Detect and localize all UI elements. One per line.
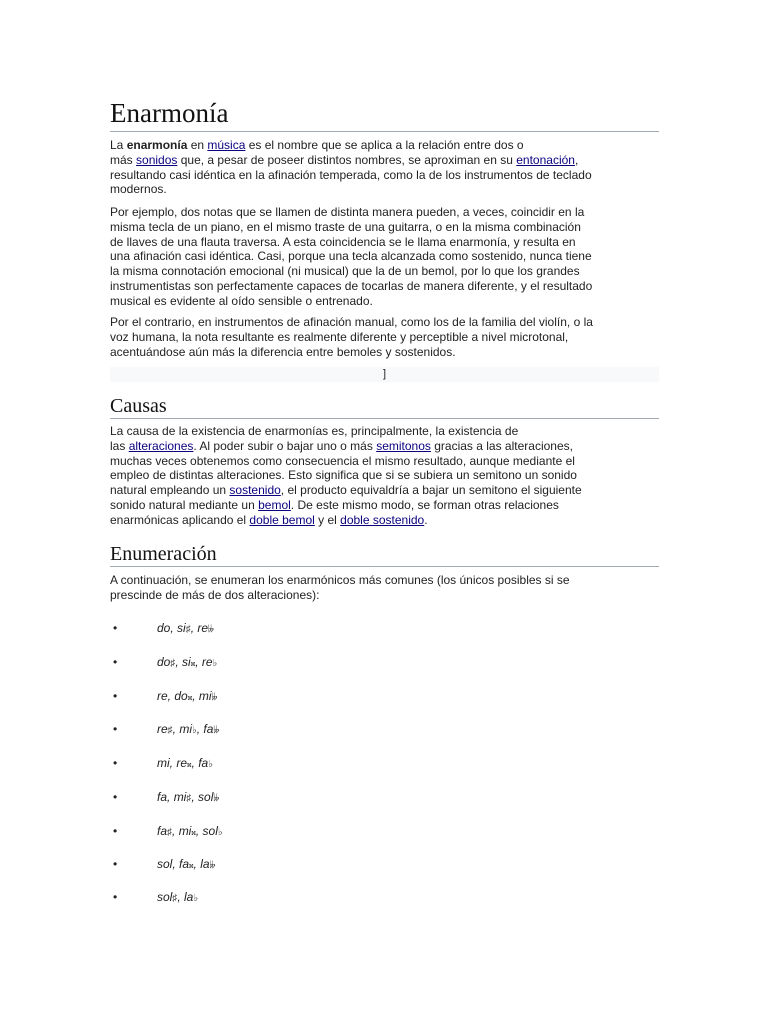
- note-group: [157, 655, 217, 671]
- note-group: [157, 621, 214, 637]
- text-line: Por el contrario, en instrumentos de afinación manual, como los de la familia del violín, o la: [110, 315, 593, 329]
- text: las: [110, 438, 129, 453]
- note: mi: [198, 689, 212, 703]
- link-bemol[interactable]: bemol: [258, 497, 291, 512]
- list-item: [110, 790, 659, 804]
- text: natural empleando un: [110, 483, 230, 498]
- note-group: [157, 890, 198, 906]
- note-group: [157, 722, 219, 738]
- note: do: [174, 689, 188, 703]
- note: mi: [157, 756, 170, 770]
- text: enarmónicas aplicando el: [110, 512, 250, 527]
- double-flat-icon: 𝄫: [208, 624, 215, 635]
- text-line: voz humana, la nota resultante es realmente diferente y perceptible a nivel microtonal,: [110, 329, 569, 344]
- separator: ,: [169, 756, 177, 770]
- list-item: [110, 824, 659, 838]
- text: modernos.: [110, 182, 167, 197]
- text: sonido natural mediante un: [110, 497, 259, 512]
- text: ,: [574, 152, 579, 167]
- separator: ,: [177, 890, 185, 904]
- separator: ,: [190, 621, 198, 635]
- text: La causa de la existencia de enarmonías es, principalmente, la existencia de: [110, 424, 519, 438]
- text: . Al poder subir o bajar uno o más: [193, 438, 377, 453]
- intro-paragraph-2: [110, 205, 659, 309]
- note: sol: [202, 824, 218, 838]
- text-line: instrumentistas son perfectamente capaces de tocarlas de manera diferente, y el resultado: [110, 278, 593, 293]
- text-line: prescinde de más de dos alteraciones):: [110, 587, 320, 602]
- section-heading-causas: Causas: [110, 395, 659, 419]
- double-sharp-icon: 𝄪: [187, 759, 192, 770]
- list-item: [110, 655, 659, 669]
- note: fa: [203, 722, 214, 736]
- note-group: [157, 689, 218, 705]
- separator: ,: [191, 756, 199, 770]
- sharp-icon: ♯: [167, 725, 173, 736]
- sharp-icon: ♯: [172, 893, 178, 904]
- text-line: misma tecla de un piano, en el mismo traste de una guitarra, o en la misma combinación: [110, 219, 581, 234]
- note: si: [177, 621, 186, 635]
- text-line: de llaves de una flauta traversa. A esta coincidencia se le llama enarmonía, y resulta en: [110, 234, 576, 249]
- double-flat-icon: 𝄫: [209, 860, 216, 871]
- flat-icon: ♭: [217, 827, 223, 838]
- separator: ,: [172, 722, 180, 736]
- text: , el producto equivaldría a bajar un semitono el siguiente: [280, 483, 582, 498]
- intro-paragraph-3: [110, 315, 659, 359]
- text-line: una afinación casi idéntica. Casi, porque una tecla alcanzada como sostenido, nunca tiene: [110, 249, 592, 264]
- note-group: [157, 756, 213, 772]
- note: sol: [157, 857, 173, 871]
- separator: ,: [196, 722, 204, 736]
- separator: ,: [167, 790, 174, 804]
- link-doble-sostenido[interactable]: doble sostenido: [340, 512, 425, 527]
- flat-icon: ♭: [212, 658, 218, 669]
- link-semitonos[interactable]: semitonos: [376, 438, 431, 453]
- bullet: •: [113, 790, 118, 804]
- intro-paragraph-1: [110, 138, 659, 197]
- text-line: acentuándose aún más la diferencia entre bemoles y sostenidos.: [110, 344, 456, 359]
- double-sharp-icon: 𝄪: [190, 658, 196, 669]
- text: empleo de distintas alteraciones. Esto significa que si se subiera un semitono un sonido: [110, 468, 577, 483]
- bold-term: enarmonía: [126, 138, 188, 152]
- separator: ,: [195, 655, 202, 669]
- note: re: [197, 621, 209, 635]
- double-sharp-icon: 𝄪: [191, 827, 196, 838]
- note: mi: [173, 790, 187, 804]
- text: muchas veces obtenemos como consecuencia el mismo resultado, aunque mediante el: [110, 453, 575, 468]
- double-flat-icon: 𝄫: [211, 692, 218, 703]
- bullet: •: [113, 890, 118, 904]
- link-musica[interactable]: música: [207, 138, 246, 152]
- separator: ,: [192, 689, 199, 703]
- separator: ,: [175, 655, 183, 669]
- double-sharp-icon: 𝄪: [187, 692, 193, 703]
- separator: ,: [167, 689, 175, 703]
- note: si: [182, 655, 191, 669]
- text: resultando casi idéntica en la afinación temperada, como la de los instrumentos de teclado: [110, 167, 592, 182]
- text-line: la misma connotación emocional (ni musical) que la de un bemol, por lo que los grandes: [110, 264, 580, 279]
- separator: ,: [172, 857, 180, 871]
- text-line: Por ejemplo, dos notas que se llamen de distinta manera pueden, a veces, coincidir en la: [110, 205, 585, 219]
- note: fa: [157, 790, 168, 804]
- link-sostenido[interactable]: sostenido: [229, 483, 281, 498]
- list-item: [110, 756, 659, 770]
- note-group: [157, 857, 216, 873]
- note: sol: [157, 890, 173, 904]
- note: re: [176, 756, 188, 770]
- link-entonacion[interactable]: entonación: [516, 152, 575, 167]
- note: re: [201, 655, 213, 669]
- enumeracion-intro: [110, 573, 659, 603]
- text: .: [424, 512, 428, 527]
- bullet: •: [113, 824, 118, 838]
- flat-icon: ♭: [193, 893, 199, 904]
- page-title: Enarmonía: [110, 96, 659, 132]
- list-item: [110, 621, 659, 635]
- bullet: •: [113, 722, 118, 736]
- link-doble-bemol[interactable]: doble bemol: [249, 512, 315, 527]
- text-line: musical es evidente al oído sensible o entrenado.: [110, 293, 373, 308]
- bullet: •: [113, 655, 118, 669]
- bullet: •: [113, 857, 118, 871]
- list-item: [110, 857, 659, 871]
- list-item: [110, 689, 659, 703]
- note: re: [157, 722, 168, 736]
- note-group: [157, 790, 219, 806]
- separator: ,: [191, 790, 199, 804]
- separator: ,: [172, 824, 179, 838]
- link-alteraciones[interactable]: alteraciones: [128, 438, 194, 453]
- bullet: •: [113, 621, 118, 635]
- note-group: [157, 824, 223, 840]
- text: gracias a las alteraciones,: [430, 438, 573, 453]
- list-item: [110, 890, 659, 904]
- bullet: •: [113, 756, 118, 770]
- note: la: [200, 857, 210, 871]
- note: do: [157, 655, 171, 669]
- text: que, a pesar de poseer distintos nombres, se aproximan en su: [177, 152, 517, 167]
- sharp-icon: ♯: [185, 624, 191, 635]
- text: . De este mismo modo, se forman otras relaciones: [290, 497, 559, 512]
- text: en: [187, 138, 208, 152]
- flat-icon: ♭: [192, 725, 197, 736]
- link-sonidos[interactable]: sonidos: [136, 152, 178, 167]
- note: do: [157, 621, 171, 635]
- text-line: A continuación, se enumeran los enarmónicos más comunes (los únicos posibles si se: [110, 573, 570, 587]
- note: fa: [179, 857, 190, 871]
- note: re: [157, 689, 168, 703]
- note: fa: [198, 756, 209, 770]
- list-item: [110, 722, 659, 736]
- causas-paragraph: [110, 424, 659, 528]
- note: mi: [179, 722, 193, 736]
- sharp-icon: ♯: [170, 658, 176, 669]
- note: mi: [178, 824, 192, 838]
- sharp-icon: ♯: [186, 793, 192, 804]
- note: fa: [157, 824, 168, 838]
- bullet: •: [113, 689, 118, 703]
- double-flat-icon: 𝄫: [213, 793, 220, 804]
- text: y el: [314, 512, 341, 527]
- section-heading-enumeracion: Enumeración: [110, 543, 659, 567]
- sharp-icon: ♯: [167, 827, 173, 838]
- separator: ,: [195, 824, 203, 838]
- separator: ,: [170, 621, 178, 635]
- double-flat-icon: 𝄫: [213, 725, 220, 736]
- reference-box: ]: [110, 367, 659, 382]
- flat-icon: ♭: [208, 759, 213, 770]
- text: más: [110, 152, 137, 167]
- note: la: [184, 890, 194, 904]
- text: La: [110, 138, 127, 152]
- separator: ,: [193, 857, 201, 871]
- text: es el nombre que se aplica a la relación entre dos o: [245, 138, 524, 152]
- note: sol: [198, 790, 214, 804]
- double-sharp-icon: 𝄪: [189, 860, 194, 871]
